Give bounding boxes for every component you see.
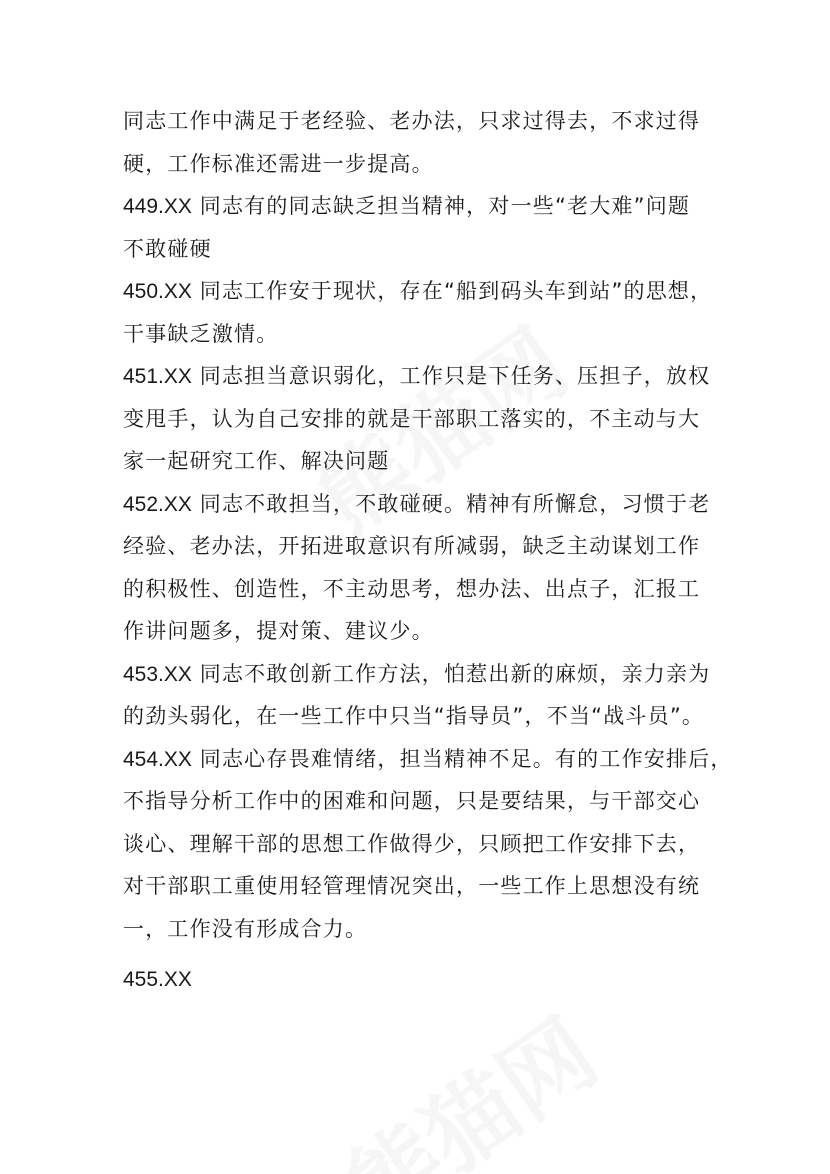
item-454-line: 对干部职工重使用轻管理情况突出，一些工作上思想没有统 [123,874,701,898]
item-452-line: 的积极性、创造性，不主动思考，想办法、出点子，汇报工 [123,576,701,601]
item-452-line: 经验、老办法，开拓进取意识有所减弱，缺乏主动谋划工作 [123,534,701,558]
item-451-line: 变甩手，认为自己安排的就是干部职工落实的，不主动与大 [123,406,701,431]
item-number: 453.XX [123,662,192,686]
item-451-line: 家一起研究工作、解决问题 [123,449,390,473]
document-body [123,100,733,1001]
item-number: 455.XX [123,968,192,991]
item-number: 452.XX [123,492,192,516]
item-455-line [123,958,723,1001]
item-number: 454.XX [123,747,192,771]
item-452-line [123,483,723,526]
item-number: 450.XX [123,280,192,303]
item-453-line: 的劲头弱化，在一些工作中只当“指导员”，不当“战斗员”。 [123,704,705,728]
item-text: 同志有的同志缺乏担当精神，对一些“老大难”问题 [191,194,691,218]
item-450-line: 干事缺乏激情。 [123,321,279,346]
item-text: 同志不敢担当，不敢碰硬。精神有所懈怠，习惯于老 [191,491,711,516]
item-452-line: 作讲问题多，提对策、建议少。 [123,619,434,643]
item-449-line [123,185,723,228]
item-454-line [123,738,733,781]
item-text: 同志担当意识弱化，工作只是下任务、压担子，放权 [191,364,711,388]
item-451-line [123,355,723,398]
paragraph-line: 硬，工作标准还需进一步提高。 [123,151,434,176]
item-text: 同志工作安于现状，存在“船到码头车到站”的思想， [191,279,713,303]
item-text: 同志心存畏难情绪，担当精神不足。有的工作安排后， [191,746,733,771]
watermark [317,983,619,1174]
item-number: 451.XX [123,365,192,388]
item-454-line: 不指导分析工作中的困难和问题，只是要结果，与干部交心 [123,789,701,813]
item-454-line: 谈心、理解干部的思想工作做得少，只顾把工作安排下去， [123,831,701,856]
item-454-line: 一，工作没有形成合力。 [123,916,368,941]
item-449-line: 不敢碰硬 [123,236,212,261]
item-text: 同志不敢创新工作方法，怕惹出新的麻烦，亲力亲为 [191,661,711,686]
item-453-line [123,653,723,696]
item-number: 449.XX [123,195,192,218]
paragraph-line: 同志工作中满足于老经验、老办法，只求过得去，不求过得 [123,109,701,133]
item-450-line [123,270,723,313]
